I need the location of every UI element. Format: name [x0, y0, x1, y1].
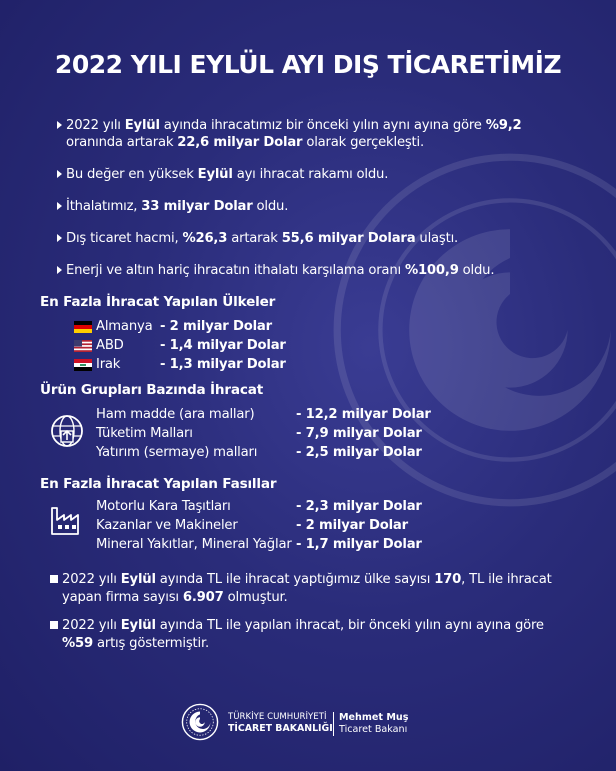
note-bullet: 2022 yılı Eylül ayında TL ile ihracat yaptığımız ülke sayısı 170, TL ile ihracat yapan firma sayısı 6.907 olmuştur. [50, 571, 560, 607]
country-name: Irak [96, 357, 121, 372]
page-title: 2022 YILI EYLÜL AYI DIŞ TİCARETİMİZ [54, 50, 562, 79]
country-value: - 1,3 milyar Dolar [160, 357, 286, 372]
country-name: Almanya [96, 319, 153, 334]
group-name: Ham madde (ara mallar) [96, 407, 255, 422]
globe-export-icon [50, 414, 84, 448]
country-name: ABD [96, 338, 124, 353]
chapter-value: - 1,7 milyar Dolar [296, 537, 422, 552]
usa-flag-icon [74, 340, 92, 352]
footer-divider [333, 712, 334, 736]
germany-flag-icon [74, 321, 92, 333]
chapter-name: Motorlu Kara Taşıtları [96, 499, 231, 514]
groups-section-title: Ürün Grupları Bazında İhracat [40, 382, 263, 398]
group-value: - 2,5 milyar Dolar [296, 445, 422, 460]
chapters-section-title: En Fazla İhracat Yapılan Fasıllar [40, 476, 277, 492]
iraq-flag-icon [74, 359, 92, 371]
ministry-name: TÜRKİYE CUMHURİYETİ TİCARET BAKANLIĞI [228, 712, 333, 734]
summary-bullets [57, 117, 557, 294]
chapter-name: Mineral Yakıtlar, Mineral Yağlar [96, 537, 292, 552]
countries-section-title: En Fazla İhracat Yapılan Ülkeler [40, 294, 276, 310]
summary-bullet: Enerji ve altın hariç ihracatın ithalatı karşılama oranı %100,9 oldu. [57, 262, 557, 279]
group-value: - 7,9 milyar Dolar [296, 426, 422, 441]
summary-bullet: Dış ticaret hacmi, %26,3 artarak 55,6 milyar Dolara ulaştı. [57, 230, 557, 247]
chapter-value: - 2 milyar Dolar [296, 518, 408, 533]
country-value: - 2 milyar Dolar [160, 319, 272, 334]
country-value: - 1,4 milyar Dolar [160, 338, 286, 353]
factory-icon [50, 504, 84, 536]
group-value: - 12,2 milyar Dolar [296, 407, 431, 422]
chapter-value: - 2,3 milyar Dolar [296, 499, 422, 514]
ministry-logo-icon [181, 703, 219, 741]
summary-bullet: 2022 yılı Eylül ayında ihracatımız bir önceki yılın aynı ayına göre %9,2 oranında artarak 22,6 milyar Dolar olarak gerçekleşti. [57, 117, 527, 151]
chapter-name: Kazanlar ve Makineler [96, 518, 238, 533]
summary-bullet: İthalatımız, 33 milyar Dolar oldu. [57, 198, 557, 215]
note-bullet: 2022 yılı Eylül ayında TL ile yapılan ihracat, bir önceki yılın aynı ayına göre %59 artış göstermiştir. [50, 617, 560, 653]
group-name: Yatırım (sermaye) malları [96, 445, 258, 460]
minister-signature: Mehmet Muş Ticaret Bakanı [339, 712, 409, 735]
group-name: Tüketim Malları [96, 426, 193, 441]
summary-bullet: Bu değer en yüksek Eylül ayı ihracat rakamı oldu. [57, 166, 557, 183]
